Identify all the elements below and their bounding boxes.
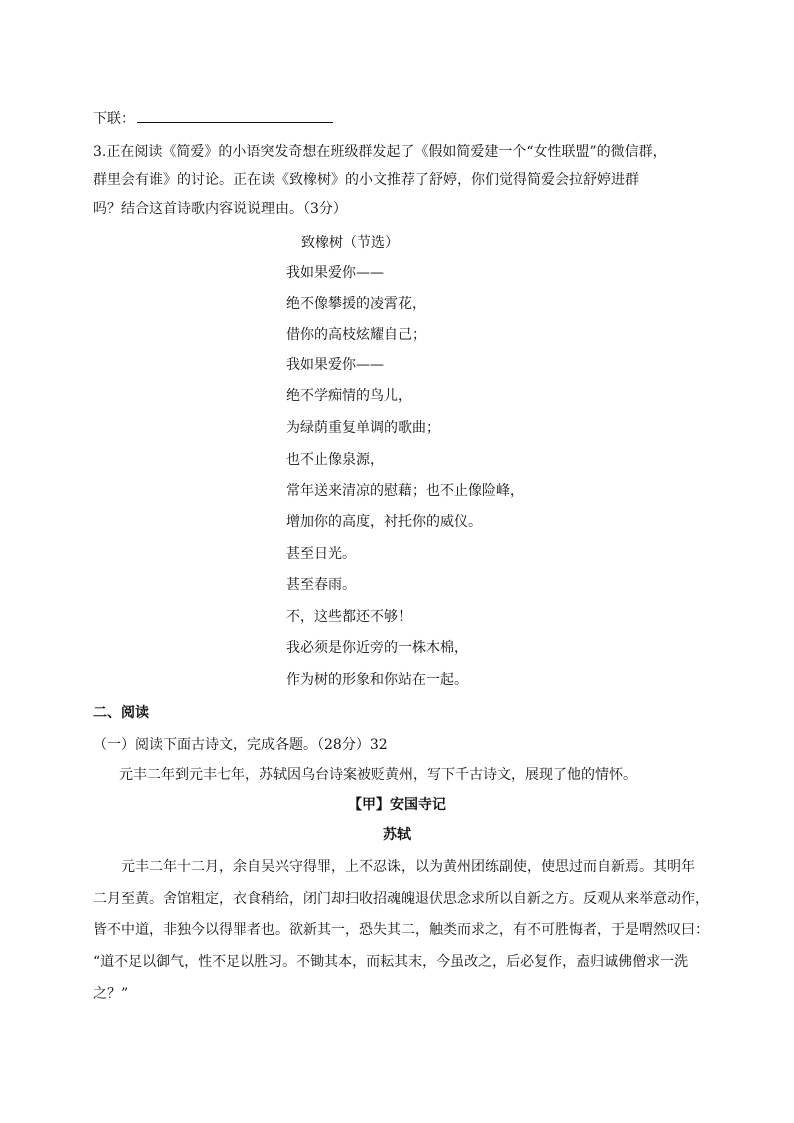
poem-line: 作为树的形象和你站在一起。: [286, 672, 468, 688]
text-title: 【甲】安国寺记: [348, 797, 446, 813]
question3-line2: 群里会有谁》的讨论。正在读《致橡树》的小文推荐了舒婷，你们觉得简爱会拉舒婷进群: [93, 172, 639, 188]
text-author: 苏轼: [383, 827, 411, 843]
answer-blank[interactable]: [137, 108, 333, 123]
poem-line: 增加你的高度，衬托你的威仪。: [286, 514, 482, 530]
paragraph-line: 皆不中道，非独今以得罪者也。欲新其一，恐失其二，触类而求之，有不可胜悔者，于是喟然叹曰：: [93, 922, 709, 938]
section-heading: 二、阅读: [93, 705, 149, 721]
poem-line: 甚至春雨。: [286, 577, 356, 593]
poem-line: 我必须是你近旁的一株木棉，: [286, 640, 468, 656]
poem-line: 绝不学痴情的鸟儿，: [286, 388, 412, 404]
poem-title: 致橡树（节选）: [301, 235, 399, 251]
poem-line: 借你的高枝炫耀自己；: [286, 327, 426, 343]
lower-couplet-label: 下联：: [93, 111, 135, 127]
poem-line: 甚至日光。: [286, 546, 356, 562]
poem-line: 绝不像攀援的凌霄花，: [286, 296, 426, 312]
poem-line: 我如果爱你——: [286, 357, 384, 373]
paragraph-line: “道不足以御气，性不足以胜习。不锄其本，而耘其末，今虽改之，后必复作，盍归诚佛僧求一洗: [93, 954, 689, 970]
poem-line: 我如果爱你——: [286, 265, 384, 281]
poem-line: 为绿荫重复单调的歌曲；: [286, 420, 440, 436]
question3-line3: 吗？结合这首诗歌内容说说理由。（3分）: [93, 201, 347, 217]
section-intro: 元丰二年到元丰七年，苏轼因乌台诗案被贬黄州，写下千古诗文，展现了他的情怀。: [119, 767, 637, 783]
poem-line: 也不止像泉源，: [286, 452, 384, 468]
poem-line: 常年送来清凉的慰藉；也不止像险峰，: [286, 483, 524, 499]
lower-couplet-line: [93, 108, 333, 129]
paragraph-line: 二月至黄。舍馆粗定，衣食稍给，闭门却扫收招魂魄退伏思念求所以自新之方。反观从来举意动作，: [93, 891, 709, 907]
question3-line1: 3.正在阅读《简爱》的小语突发奇想在班级群发起了《假如简爱建一个“女性联盟”的微信群，: [93, 144, 667, 160]
paragraph-line: 之？”: [93, 986, 129, 1002]
poem-line: 不，这些都还不够！: [286, 609, 412, 625]
paragraph-line: 元丰二年十二月，余自吴兴守得罪，上不忍诛，以为黄州团练副使，使思过而自新焉。其明年: [121, 859, 695, 875]
section-sub-heading: （一）阅读下面古诗文，完成各题。（28分）32: [93, 737, 388, 753]
